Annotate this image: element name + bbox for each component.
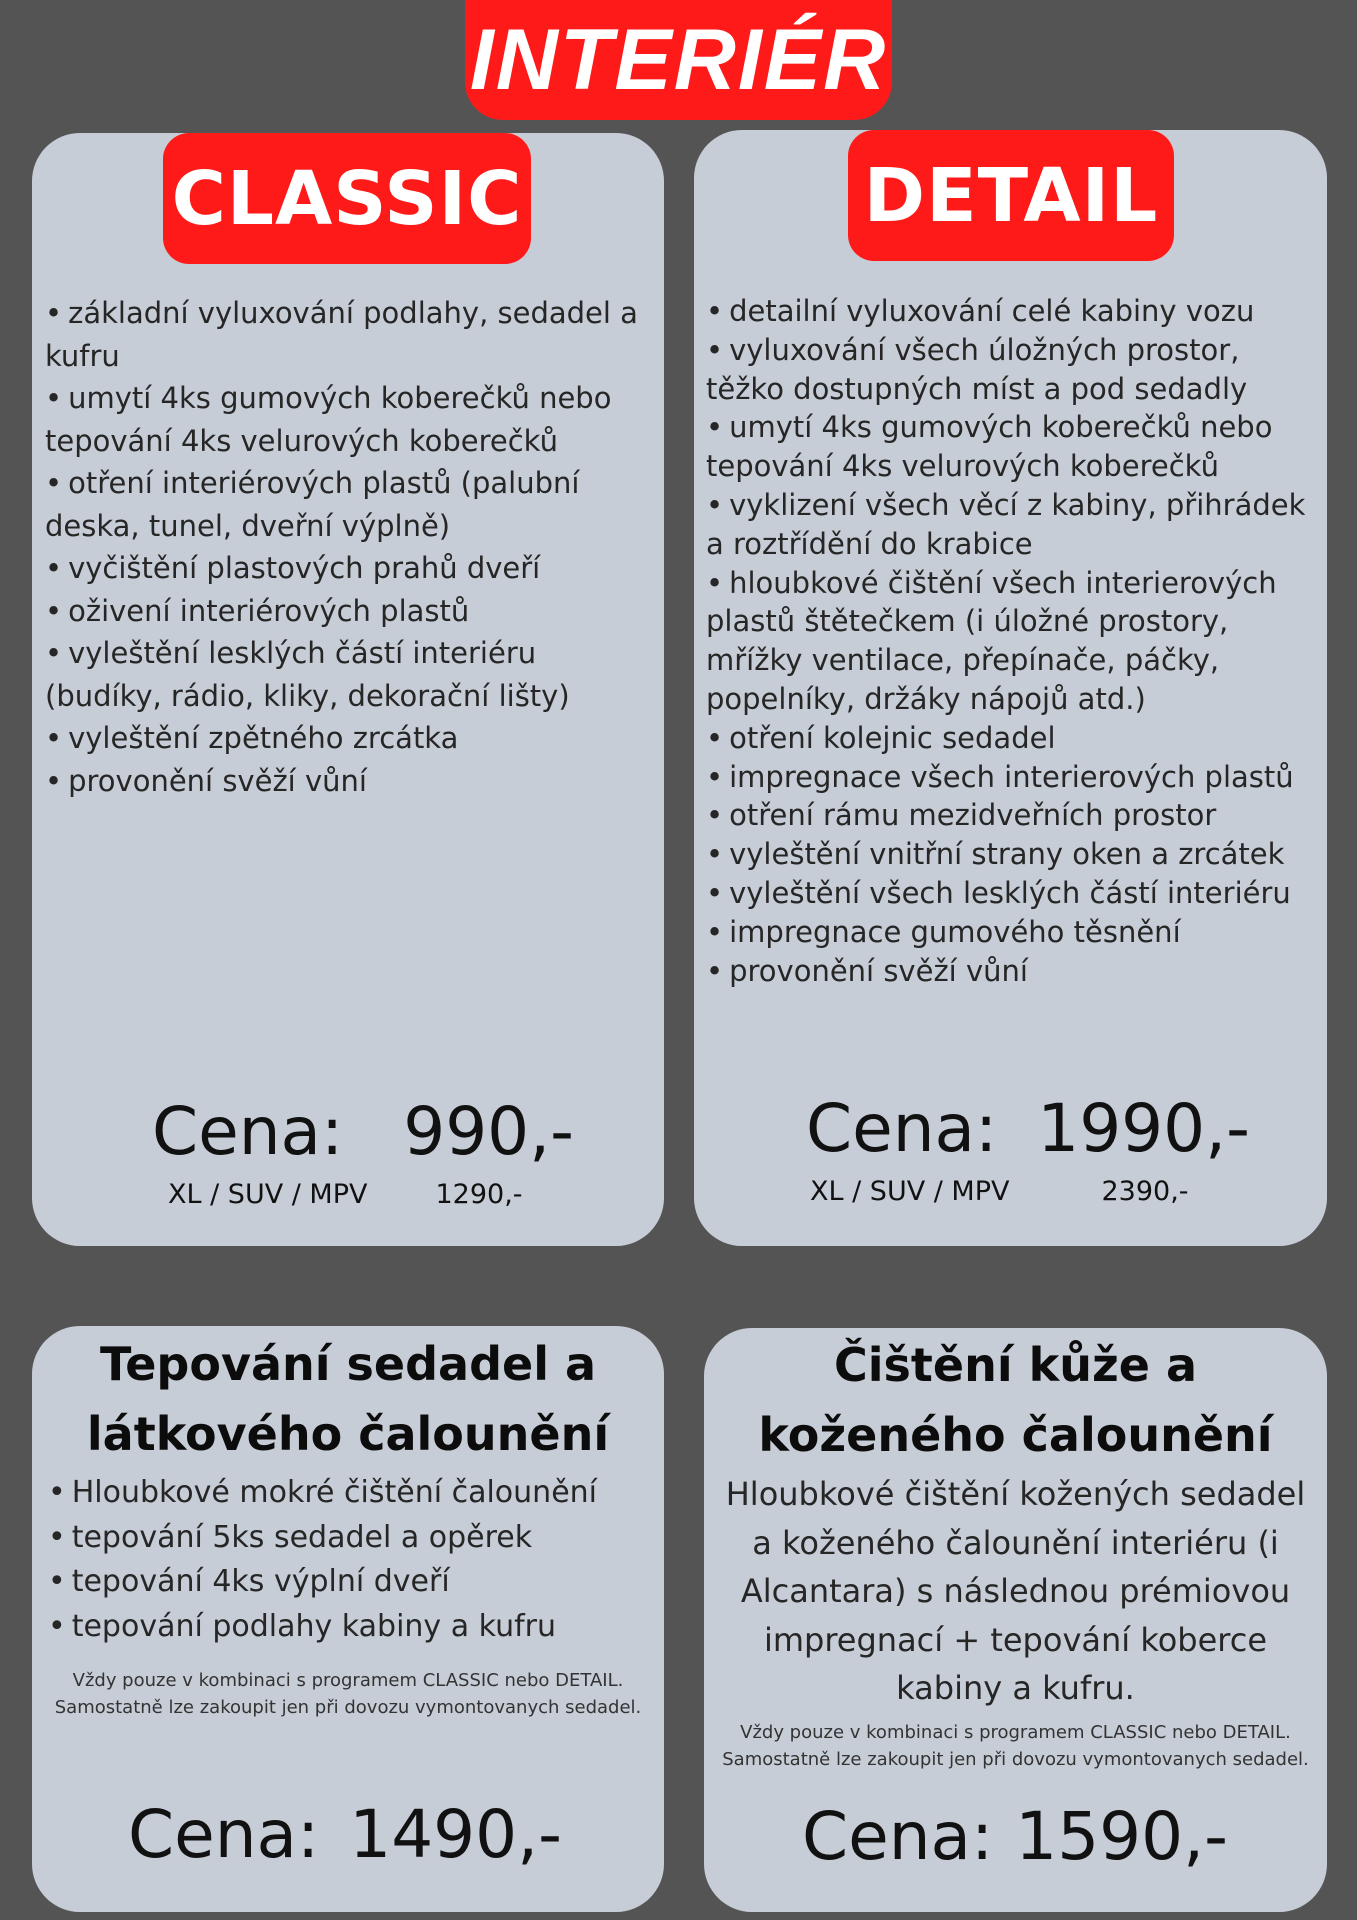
feature-text: vyklizení všech věcí z kabiny, přihrádek a roztřídění do krabice [706,487,1306,561]
classic-feature-list [45,292,645,802]
feature-text: tepování 4ks výplní dveří [71,1564,450,1599]
feature-text: vyleštění lesklých částí interiéru (budíky, rádio, kliky, dekorační lišty) [45,636,570,713]
feature-item [45,760,645,803]
feature-item [45,547,645,590]
feature-text: impregnace všech interierových plastů [729,759,1294,794]
bullet-icon: • [706,487,724,522]
classic-price-value: 990,- [403,1093,574,1170]
bullet-icon: • [706,410,724,445]
feature-item [45,292,645,377]
feature-text: vyleštění všech lesklých částí interiéru [729,875,1291,910]
bullet-icon: • [48,1608,66,1644]
feature-item [45,632,645,717]
feature-item [706,331,1321,409]
detail-package-badge [848,130,1174,261]
upholstery-title-line-1: Tepování sedadel a [99,1337,597,1391]
detail-price-label: Cena: [806,1090,998,1167]
feature-text: tepování 5ks sedadel a opěrek [71,1519,533,1555]
upholstery-note-line-2: Samostatně lze zakoupit jen při dovozu vymontovanych sedadel. [54,1697,642,1718]
feature-text: otření interiérových plastů (palubní deska, tunel, dveřní výplně) [45,466,580,543]
feature-item [45,462,645,547]
bullet-icon: • [45,381,63,415]
classic-xl-price: 1290,- [435,1179,523,1210]
feature-item [706,874,1321,913]
feature-item [706,913,1321,952]
detail-price-value: 1990,- [1037,1090,1250,1167]
leather-description: Hloubkové čištění kožených sedadel a koženého čalounění interiéru (i Alcantara) s následnou prémiovou impregnací + tepování koberce kabiny a kufru. [725,1475,1306,1707]
feature-text: vyleštění vnitřní strany oken a zrcátek [729,837,1285,872]
leather-price-label: Cena: [802,1798,994,1875]
upholstery-title-line-2: látkového čalounění [86,1407,610,1461]
bullet-icon: • [48,1519,66,1555]
feature-text: tepování podlahy kabiny a kufru [71,1608,557,1644]
bullet-icon: • [706,565,724,600]
classic-xl-label: XL / SUV / MPV [168,1179,368,1210]
feature-item [706,408,1321,486]
classic-price-row [152,1093,574,1170]
feature-item [48,1471,658,1516]
upholstery-cleaning-title [32,1329,664,1469]
leather-note [704,1719,1327,1773]
upholstery-cleaning-card [32,1326,664,1912]
feature-text: otření rámu mezidveřních prostor [729,798,1217,833]
bullet-icon: • [45,763,63,798]
feature-text: otření kolejnic sedadel [729,720,1056,755]
bullet-icon: • [45,551,63,585]
leather-note-line-2: Samostatně lze zakoupit jen při dovozu vymontovanych sedadel. [722,1749,1309,1770]
detail-xl-price-row [810,1176,1189,1207]
bullet-icon: • [706,332,724,367]
leather-price-row [802,1798,1228,1875]
feature-item [706,292,1321,331]
upholstery-price-row [128,1796,562,1873]
bullet-icon: • [706,914,724,949]
feature-item [706,758,1321,797]
leather-cleaning-title [704,1330,1327,1470]
feature-text: provonění svěží vůní [729,953,1028,988]
feature-item [48,1560,658,1605]
detail-xl-label: XL / SUV / MPV [810,1176,1010,1207]
feature-text: vyčištění plastových prahů dveří [68,551,541,585]
feature-item [706,835,1321,874]
detail-package-name: DETAIL [863,152,1159,239]
bullet-icon: • [706,837,724,872]
detail-feature-list [706,292,1321,990]
page-title-badge [465,0,892,120]
detail-package-card [694,130,1327,1246]
bullet-icon: • [706,875,724,910]
leather-cleaning-card [704,1328,1327,1912]
bullet-icon: • [45,296,63,330]
feature-item [48,1605,658,1650]
feature-item [706,952,1321,991]
upholstery-feature-list [48,1471,658,1649]
feature-text: oživení interiérových plastů [68,593,470,628]
feature-item [706,796,1321,835]
classic-package-name: CLASSIC [171,155,523,242]
page-title: INTERIÉR [469,11,888,108]
upholstery-note [32,1667,664,1721]
feature-text: vyleštění zpětného zrcátka [68,721,459,755]
leather-title-line-2: koženého čalounění [758,1408,1273,1462]
upholstery-price-value: 1490,- [349,1796,562,1873]
feature-text: základní vyluxování podlahy, sedadel a kufru [45,296,638,373]
bullet-icon: • [45,466,63,500]
detail-xl-price: 2390,- [1101,1176,1189,1207]
bullet-icon: • [45,721,63,755]
feature-item [45,717,645,760]
classic-package-card [32,133,664,1246]
leather-title-line-1: Čištění kůže a [834,1338,1197,1392]
detail-price-row [806,1090,1250,1167]
leather-note-line-1: Vždy pouze v kombinaci s programem CLASSIC nebo DETAIL. [740,1722,1291,1743]
classic-package-badge [163,133,531,264]
feature-item [45,590,645,633]
feature-text: Hloubkové mokré čištění čalounění [71,1475,597,1510]
feature-item [706,719,1321,758]
bullet-icon: • [706,720,724,755]
upholstery-note-line-1: Vždy pouze v kombinaci s programem CLASSIC nebo DETAIL. [72,1670,624,1691]
bullet-icon: • [706,798,724,833]
bullet-icon: • [45,593,63,628]
feature-item [48,1516,658,1561]
classic-price-label: Cena: [152,1093,344,1170]
feature-text: impregnace gumového těsnění [729,914,1181,949]
bullet-icon: • [48,1564,66,1599]
classic-xl-price-row [168,1179,523,1210]
bullet-icon: • [706,953,724,988]
feature-text: umytí 4ks gumových koberečků nebo tepování 4ks velurových koberečků [45,381,612,458]
upholstery-price-label: Cena: [128,1796,320,1873]
bullet-icon: • [706,759,724,794]
feature-text: detailní vyluxování celé kabiny vozu [729,294,1255,328]
bullet-icon: • [48,1475,66,1510]
bullet-icon: • [45,636,63,670]
feature-item [45,377,645,462]
feature-text: provonění svěží vůní [68,763,367,798]
feature-text: umytí 4ks gumových koberečků nebo tepování 4ks velurových koberečků [706,410,1273,484]
leather-price-value: 1590,- [1015,1798,1228,1875]
feature-item [706,564,1321,719]
bullet-icon: • [706,294,724,328]
feature-item [706,486,1321,564]
feature-text: hloubkové čištění všech interierových plastů štětečkem (i úložné prostory, mřížky ventilace, přepínače, páčky, popelníky, držáky nápojů atd.) [706,565,1277,716]
feature-text: vyluxování všech úložných prostor, těžko dostupných míst a pod sedadly [706,332,1248,406]
